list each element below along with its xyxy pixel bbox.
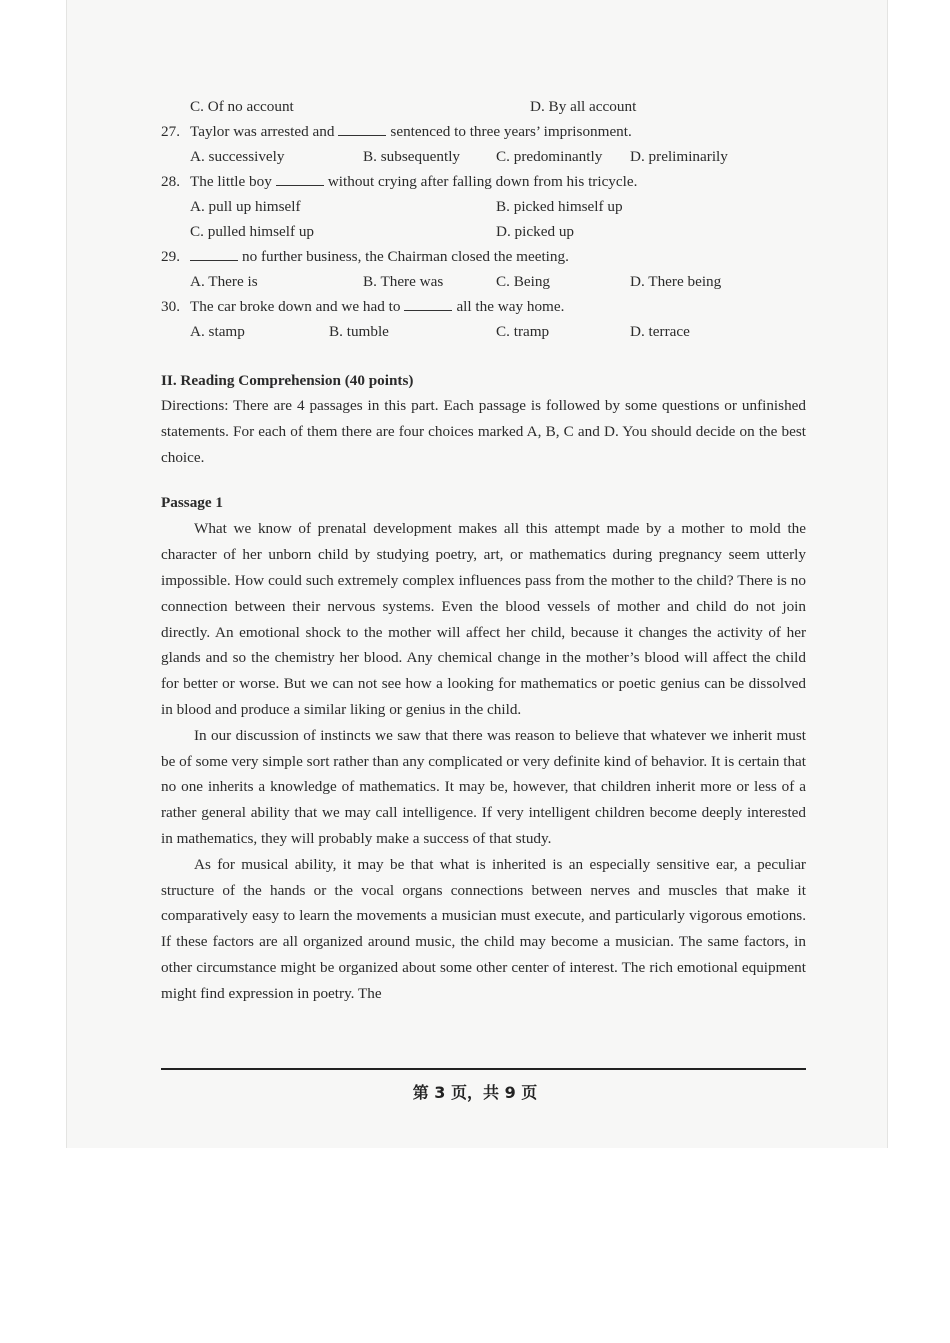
q28-option-c: C. pulled himself up <box>190 223 315 240</box>
q28-option-a: A. pull up himself <box>190 198 301 215</box>
q27-option-b: B. subsequently <box>363 148 461 165</box>
q28-pre: The little boy <box>190 173 272 190</box>
q28-post: without crying after falling down from his tricycle. <box>327 173 638 190</box>
q28-option-b: B. picked himself up <box>496 198 623 215</box>
passage-title: Passage 1 <box>161 494 224 512</box>
q28-number: 28. <box>161 173 180 190</box>
q27-number: 27. <box>161 123 180 140</box>
q29-option-d: D. There being <box>630 273 722 290</box>
q27-pre: Taylor was arrested and <box>190 123 335 140</box>
q29-blank <box>190 246 238 261</box>
q29-options-row <box>161 269 806 294</box>
q26-option-d: D. By all account <box>530 98 637 115</box>
passage-paragraph-3: As for musical ability, it may be that what is inherited is an especially sensitive ear, a peculiar structure of the hands or the vocal organs connections between nerves and muscles that make it comparatively easy to learn the movements a musician must execute, and particularly vigorous emotions. If these factors are all organized around music, the child may become a musician. The same factors, in other circumstance might be organized about some other center of interest. The rich emotional equipment might find expression in poetry. The <box>161 855 806 1002</box>
q30-option-d: D. terrace <box>630 323 690 340</box>
section-directions: Directions: There are 4 passages in this part. Each passage is followed by some questions or unfinished statements. For each of them there are four choices marked A, B, C and D. You should decide on the best choice. <box>161 397 806 466</box>
passage-paragraph-2: In our discussion of instincts we saw that there was reason to believe that whatever we inherit must be of some very simple sort rather than any complicated or very definite kind of behavior. It is certain that no one inherits a knowledge of mathematics. It may be, however, that children inherit more or less of a rather general ability that we may call intelligence. If very intelligent children become deeply interested in mathematics, they will probably make a success of that study. <box>161 726 806 847</box>
q28-stem <box>161 169 806 194</box>
q28-blank <box>276 171 324 186</box>
q27-option-a: A. successively <box>190 148 285 165</box>
q27-stem <box>161 119 806 144</box>
q27-blank <box>338 121 386 136</box>
q27-option-d: D. preliminarily <box>630 148 728 165</box>
passage-paragraph-1: What we know of prenatal development makes all this attempt made by a mother to mold the character of her unborn child by studying poetry, art, or mathematics during pregnancy seem utterly impossible. How could such extremely complex influences pass from the mother to the child? There is no connection between their nervous systems. Even the blood vessels of mother and child do not join directly. An emotional shock to the mother will affect her child, because it changes the activity of her glands and so the chemistry her blood. Any chemical change in the mother’s blood will affect the child for better or worse. But we can not see how a looking for mathematics or poetic genius can be dissolved in blood and produce a similar liking or genius in the child. <box>161 520 806 718</box>
q30-post: all the way home. <box>456 298 565 315</box>
q30-blank <box>404 296 452 311</box>
q27-post: sentenced to three years’ imprisonment. <box>390 123 632 140</box>
q30-option-b: B. tumble <box>329 323 389 340</box>
q28-options-row-2 <box>161 219 806 244</box>
q29-option-a: A. There is <box>190 273 258 290</box>
q28-options-row-1 <box>161 194 806 219</box>
q26-option-c: C. Of no account <box>190 98 294 115</box>
page-number: 第 3 页，共 9 页 <box>412 1083 538 1102</box>
q27-options-row <box>161 144 806 169</box>
q28-option-d: D. picked up <box>496 223 575 240</box>
q30-option-c: C. tramp <box>496 323 550 340</box>
q30-options-row <box>161 319 806 344</box>
exam-content <box>161 94 806 1007</box>
q30-pre: The car broke down and we had to <box>190 298 401 315</box>
q29-number: 29. <box>161 248 180 265</box>
q29-option-c: C. Being <box>496 273 551 290</box>
q26-options-row <box>161 94 806 119</box>
q29-option-b: B. There was <box>363 273 444 290</box>
section-title: II. Reading Comprehension (40 points) <box>161 372 414 389</box>
q29-post: no further business, the Chairman closed the meeting. <box>242 248 569 265</box>
footer-divider <box>161 1068 806 1070</box>
q30-option-a: A. stamp <box>190 323 245 340</box>
q30-number: 30. <box>161 298 180 315</box>
q27-option-c: C. predominantly <box>496 148 603 165</box>
q30-stem <box>161 294 806 319</box>
q29-stem <box>161 244 806 269</box>
